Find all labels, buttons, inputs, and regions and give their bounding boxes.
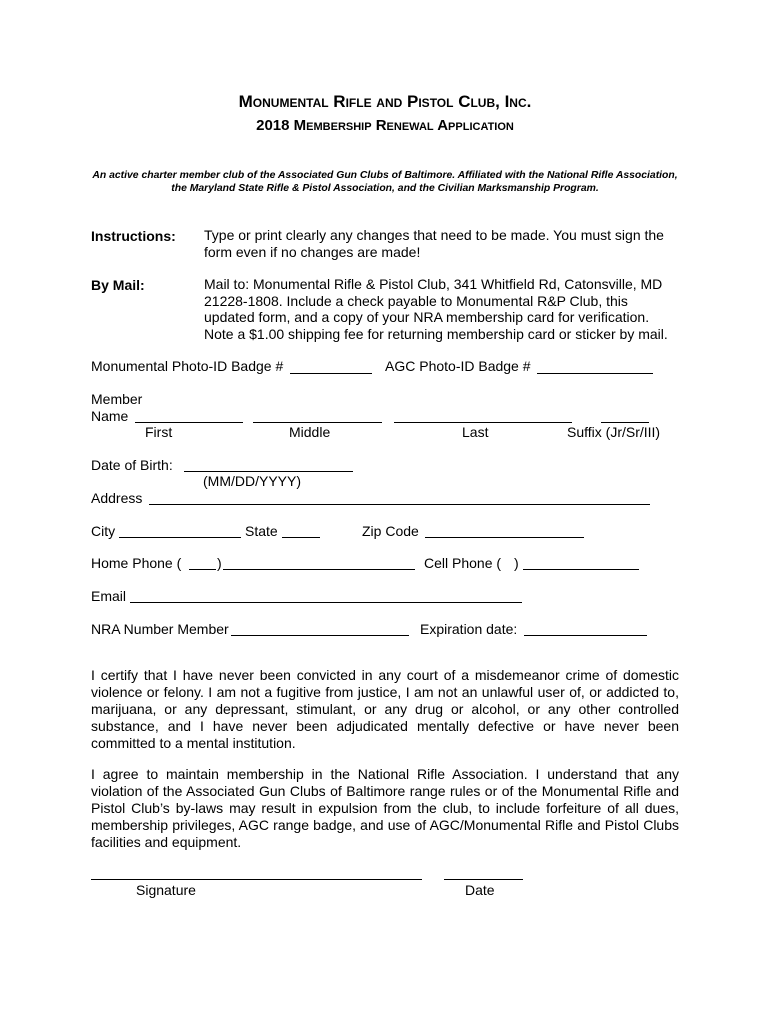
dob-label: Date of Birth:	[91, 457, 173, 473]
badge-number-field[interactable]	[290, 373, 372, 374]
home-phone-label: Home Phone (	[91, 555, 182, 571]
page-subtitle: 2018 Membership Renewal Application	[256, 117, 514, 134]
name-label: Name	[91, 408, 129, 424]
badge-label: Monumental Photo-ID Badge #	[91, 358, 284, 374]
signature-field[interactable]	[91, 879, 422, 880]
instructions-text: Type or print clearly any changes that need to be made. You must sign the form even if no changes are made!	[204, 227, 664, 260]
address-label: Address	[91, 490, 143, 506]
by-mail-text: Mail to: Monumental Rifle & Pistol Club, 341 Whitfield Rd, Catonsville, MD 21228-1808. Include a check payable to Monumental R&P Club, this updated form, and a copy of your NRA membership card for verification. Note a $1.00 shipping fee for returning membership card or sticker by mail.	[204, 276, 668, 342]
email-field[interactable]	[130, 602, 522, 603]
zip-field[interactable]	[425, 537, 584, 538]
last-name-field[interactable]	[394, 422, 572, 423]
nra-number-label: NRA Number Member	[91, 621, 229, 637]
suffix-label: Suffix (Jr/Sr/III)	[567, 424, 661, 440]
state-field[interactable]	[282, 537, 320, 538]
member-label: Member	[91, 391, 143, 407]
date-label: Date	[465, 882, 495, 898]
agc-badge-number-field[interactable]	[537, 373, 653, 374]
signature-label: Signature	[136, 882, 196, 898]
page-title: Monumental Rifle and Pistol Club, Inc.	[238, 92, 532, 111]
middle-name-field[interactable]	[253, 422, 382, 423]
signature-date-field[interactable]	[444, 879, 523, 880]
intro-text	[60, 169, 710, 195]
last-label: Last	[462, 424, 489, 440]
first-label: First	[145, 424, 173, 440]
agc-badge-label: AGC Photo-ID Badge #	[385, 358, 531, 374]
intro-line-2: the Maryland State Rifle & Pistol Association, and the Civilian Marksmanship Program.	[171, 183, 599, 194]
cell-phone-close-paren: )	[514, 555, 519, 571]
first-name-field[interactable]	[135, 422, 243, 423]
by-mail-label: By Mail:	[91, 277, 145, 293]
city-label: City	[91, 523, 116, 539]
expiration-date-field[interactable]	[524, 635, 647, 636]
nra-number-field[interactable]	[231, 635, 409, 636]
intro-line-1: An active charter member club of the Associated Gun Clubs of Baltimore. Affiliated with the National Rifle Association,	[92, 170, 678, 181]
middle-label: Middle	[289, 424, 331, 440]
expiration-label: Expiration date:	[420, 621, 518, 637]
suffix-field[interactable]	[601, 422, 649, 423]
address-field[interactable]	[149, 504, 650, 505]
home-phone-close-paren: )	[217, 555, 222, 571]
home-phone-area-code-field[interactable]	[189, 569, 216, 570]
zip-label: Zip Code	[362, 523, 419, 539]
dob-field[interactable]	[184, 471, 353, 472]
cell-phone-field[interactable]	[523, 569, 639, 570]
agreement-paragraph: I agree to maintain membership in the National Rifle Association. I understand that any violation of the Associated Gun Clubs of Baltimore range rules or of the Monumental Rifle and Pistol Club’s by-laws may result in expulsion from the club, to include forfeiture of all dues, membership privileges, AGC range badge, and use of AGC/Monumental Rifle and Pistol Clubs facilities and equipment.	[91, 766, 679, 850]
city-field[interactable]	[119, 537, 241, 538]
state-label: State	[245, 523, 278, 539]
home-phone-field[interactable]	[223, 569, 415, 570]
email-label: Email	[91, 588, 127, 604]
dob-format: (MM/DD/YYYY)	[203, 473, 301, 489]
certification-paragraph: I certify that I have never been convicted in any court of a misdemeanor crime of domestic violence or felony. I am not a fugitive from justice, I am not an unlawful user of, or addicted to, marijuana, or any depressant, stimulant, or any drug or alcohol, or any other controlled substance, and I have never been adjudicated mentally defective or have never been committed to a mental institution.	[91, 667, 679, 751]
cell-phone-label: Cell Phone (	[424, 555, 502, 571]
instructions-label: Instructions:	[91, 228, 176, 244]
